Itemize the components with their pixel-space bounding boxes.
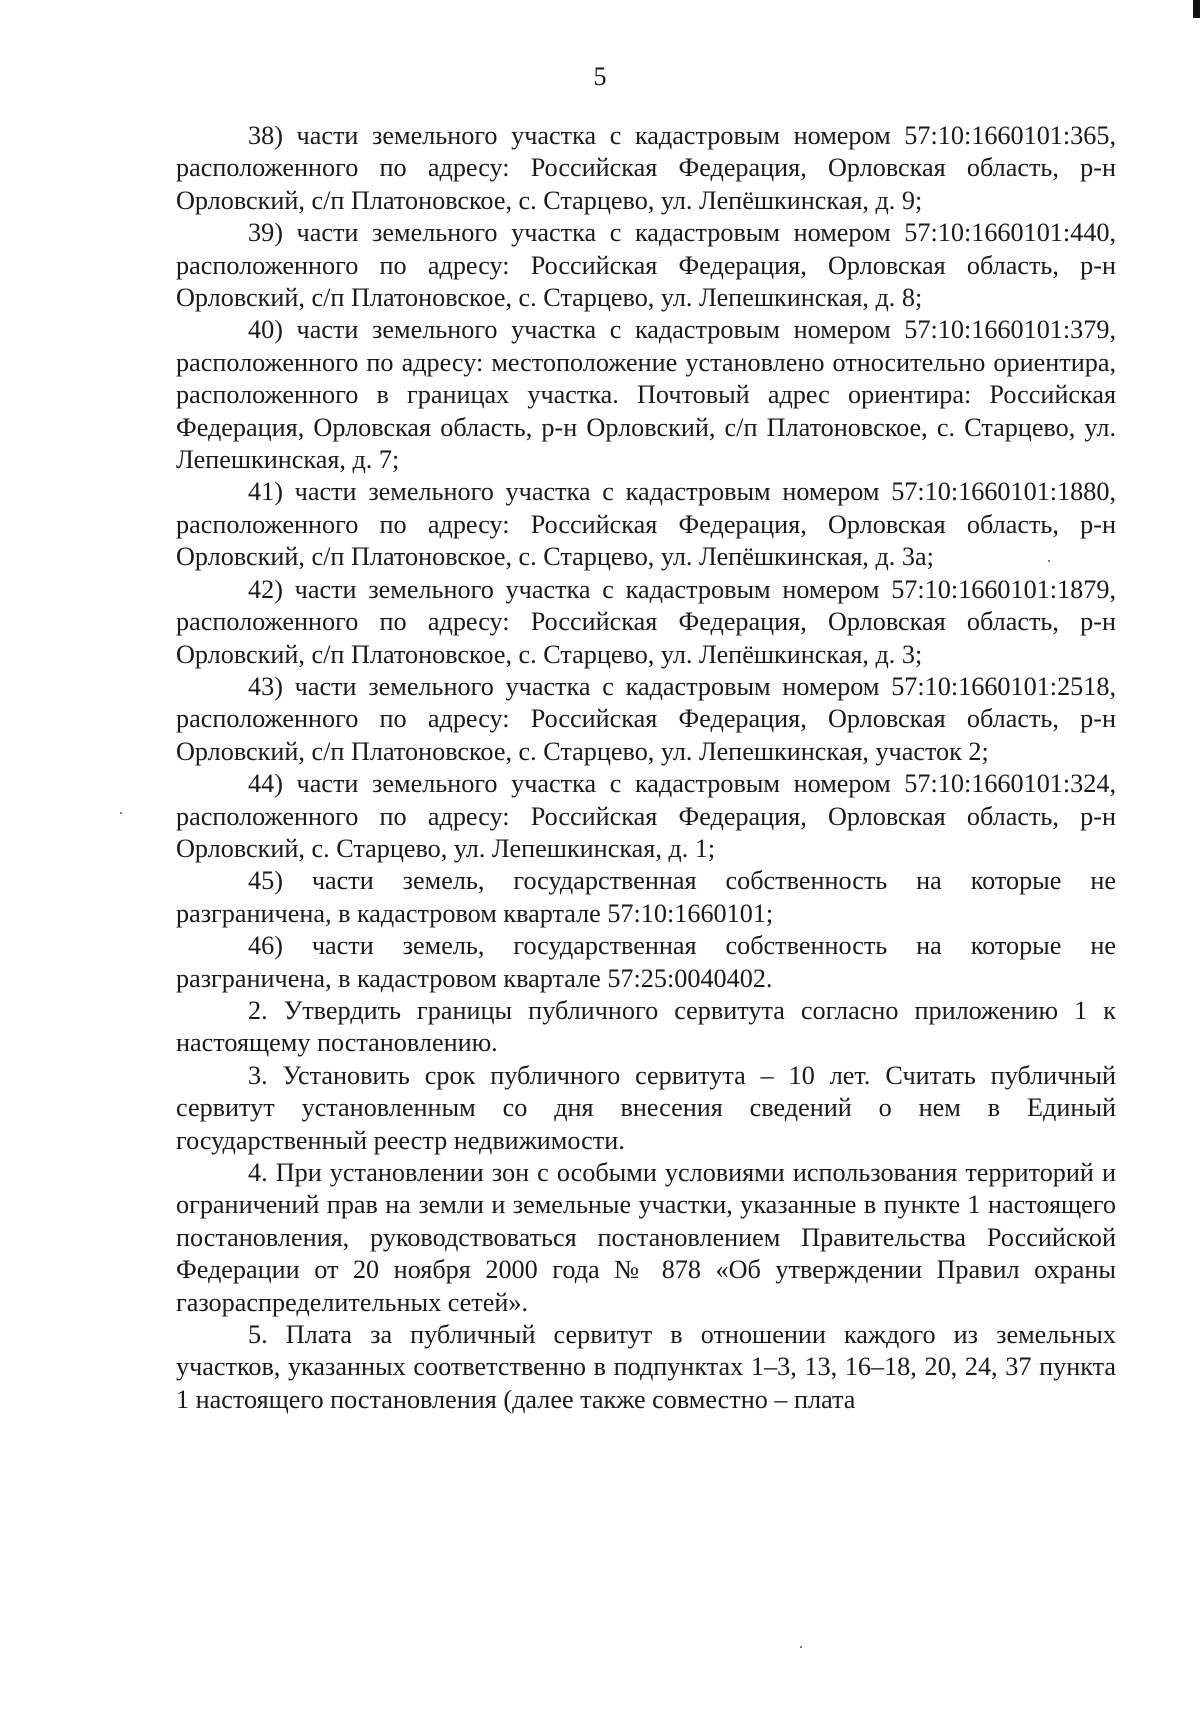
paragraph-item-43: 43) части земельного участка с кадастровым номером 57:10:1660101:2518, расположенного по адресу: Российская Федерация, Орловская область, р-н Орловский, с/п Платоновское, с. Старцево, ул. Лепешкинская, участок 2; <box>176 671 1116 766</box>
paragraph-clause-4: 4. При установлении зон с особыми условиями использования территорий и ограничений прав на земли и земельные участки, указанные в пункте 1 настоящего постановления, руководствоваться постановлением Правительства Российской Федерации от 20 ноября 2000 года № 878 «Об утверждении Правил охраны газораспределительных сетей». <box>176 1158 1116 1317</box>
paragraph-item-44: 44) части земельного участка с кадастровым номером 57:10:1660101:324, расположенного по адресу: Российская Федерация, Орловская область, р-н Орловский, с. Старцево, ул. Лепешкинская, д. 1; <box>176 769 1116 863</box>
page-number: 5 <box>593 62 607 91</box>
paragraph-item-41: 41) части земельного участка с кадастровым номером 57:10:1660101:1880, расположенного по адресу: Российская Федерация, Орловская область, р-н Орловский, с/п Платоновское, с. Старцево, ул. Лепёшкинская, д. 3а; <box>176 477 1116 572</box>
document-body <box>176 120 1116 1416</box>
paragraph-clause-5: 5. Плата за публичный сервитут в отношении каждого из земельных участков, указанных соответственно в подпунктах 1–3, 13, 16–18, 20, 24, 37 пункта 1 настоящего постановления (далее также совместно – плата <box>176 1320 1116 1414</box>
paragraph-item-42: 42) части земельного участка с кадастровым номером 57:10:1660101:1879, расположенного по адресу: Российская Федерация, Орловская область, р-н Орловский, с/п Платоновское, с. Старцево, ул. Лепёшкинская, д. 3; <box>176 574 1116 669</box>
scan-edge-mark <box>1193 0 1200 18</box>
scan-speck <box>800 1646 802 1648</box>
scan-speck <box>120 812 122 814</box>
paragraph-clause-3: 3. Установить срок публичного сервитута – 10 лет. Считать публичный сервитут установленным со дня внесения сведений о нем в Единый государственный реестр недвижимости. <box>176 1060 1116 1155</box>
paragraph-item-46: 46) части земель, государственная собственность на которые не разграничена, в кадастровом квартале 57:25:0040402. <box>176 931 1116 993</box>
paragraph-item-40: 40) части земельного участка с кадастровым номером 57:10:1660101:379, расположенного по адресу: местоположение установлено относительно ориентира, расположенного в границах участка. Почтовый адрес ориентира: Российская Федерация, Орловская область, р-н Орловский, с/п Платоновское, с. Старцево, ул. Лепешкинская, д. 7; <box>176 315 1116 475</box>
paragraph-clause-2: 2. Утвердить границы публичного сервитута согласно приложению 1 к настоящему постановлению. <box>176 995 1116 1058</box>
paragraph-item-39: 39) части земельного участка с кадастровым номером 57:10:1660101:440, расположенного по адресу: Российская Федерация, Орловская область, р-н Орловский, с/п Платоновское, с. Старцево, ул. Лепешкинская, д. 8; <box>176 218 1116 313</box>
paragraph-item-38: 38) части земельного участка с кадастровым номером 57:10:1660101:365, расположенного по адресу: Российская Федерация, Орловская область, р-н Орловский, с/п Платоновское, с. Старцево, ул. Лепёшкинская, д. 9; <box>176 121 1116 215</box>
paragraph-item-45: 45) части земель, государственная собственность на которые не разграничена, в кадастровом квартале 57:10:1660101; <box>176 866 1116 928</box>
